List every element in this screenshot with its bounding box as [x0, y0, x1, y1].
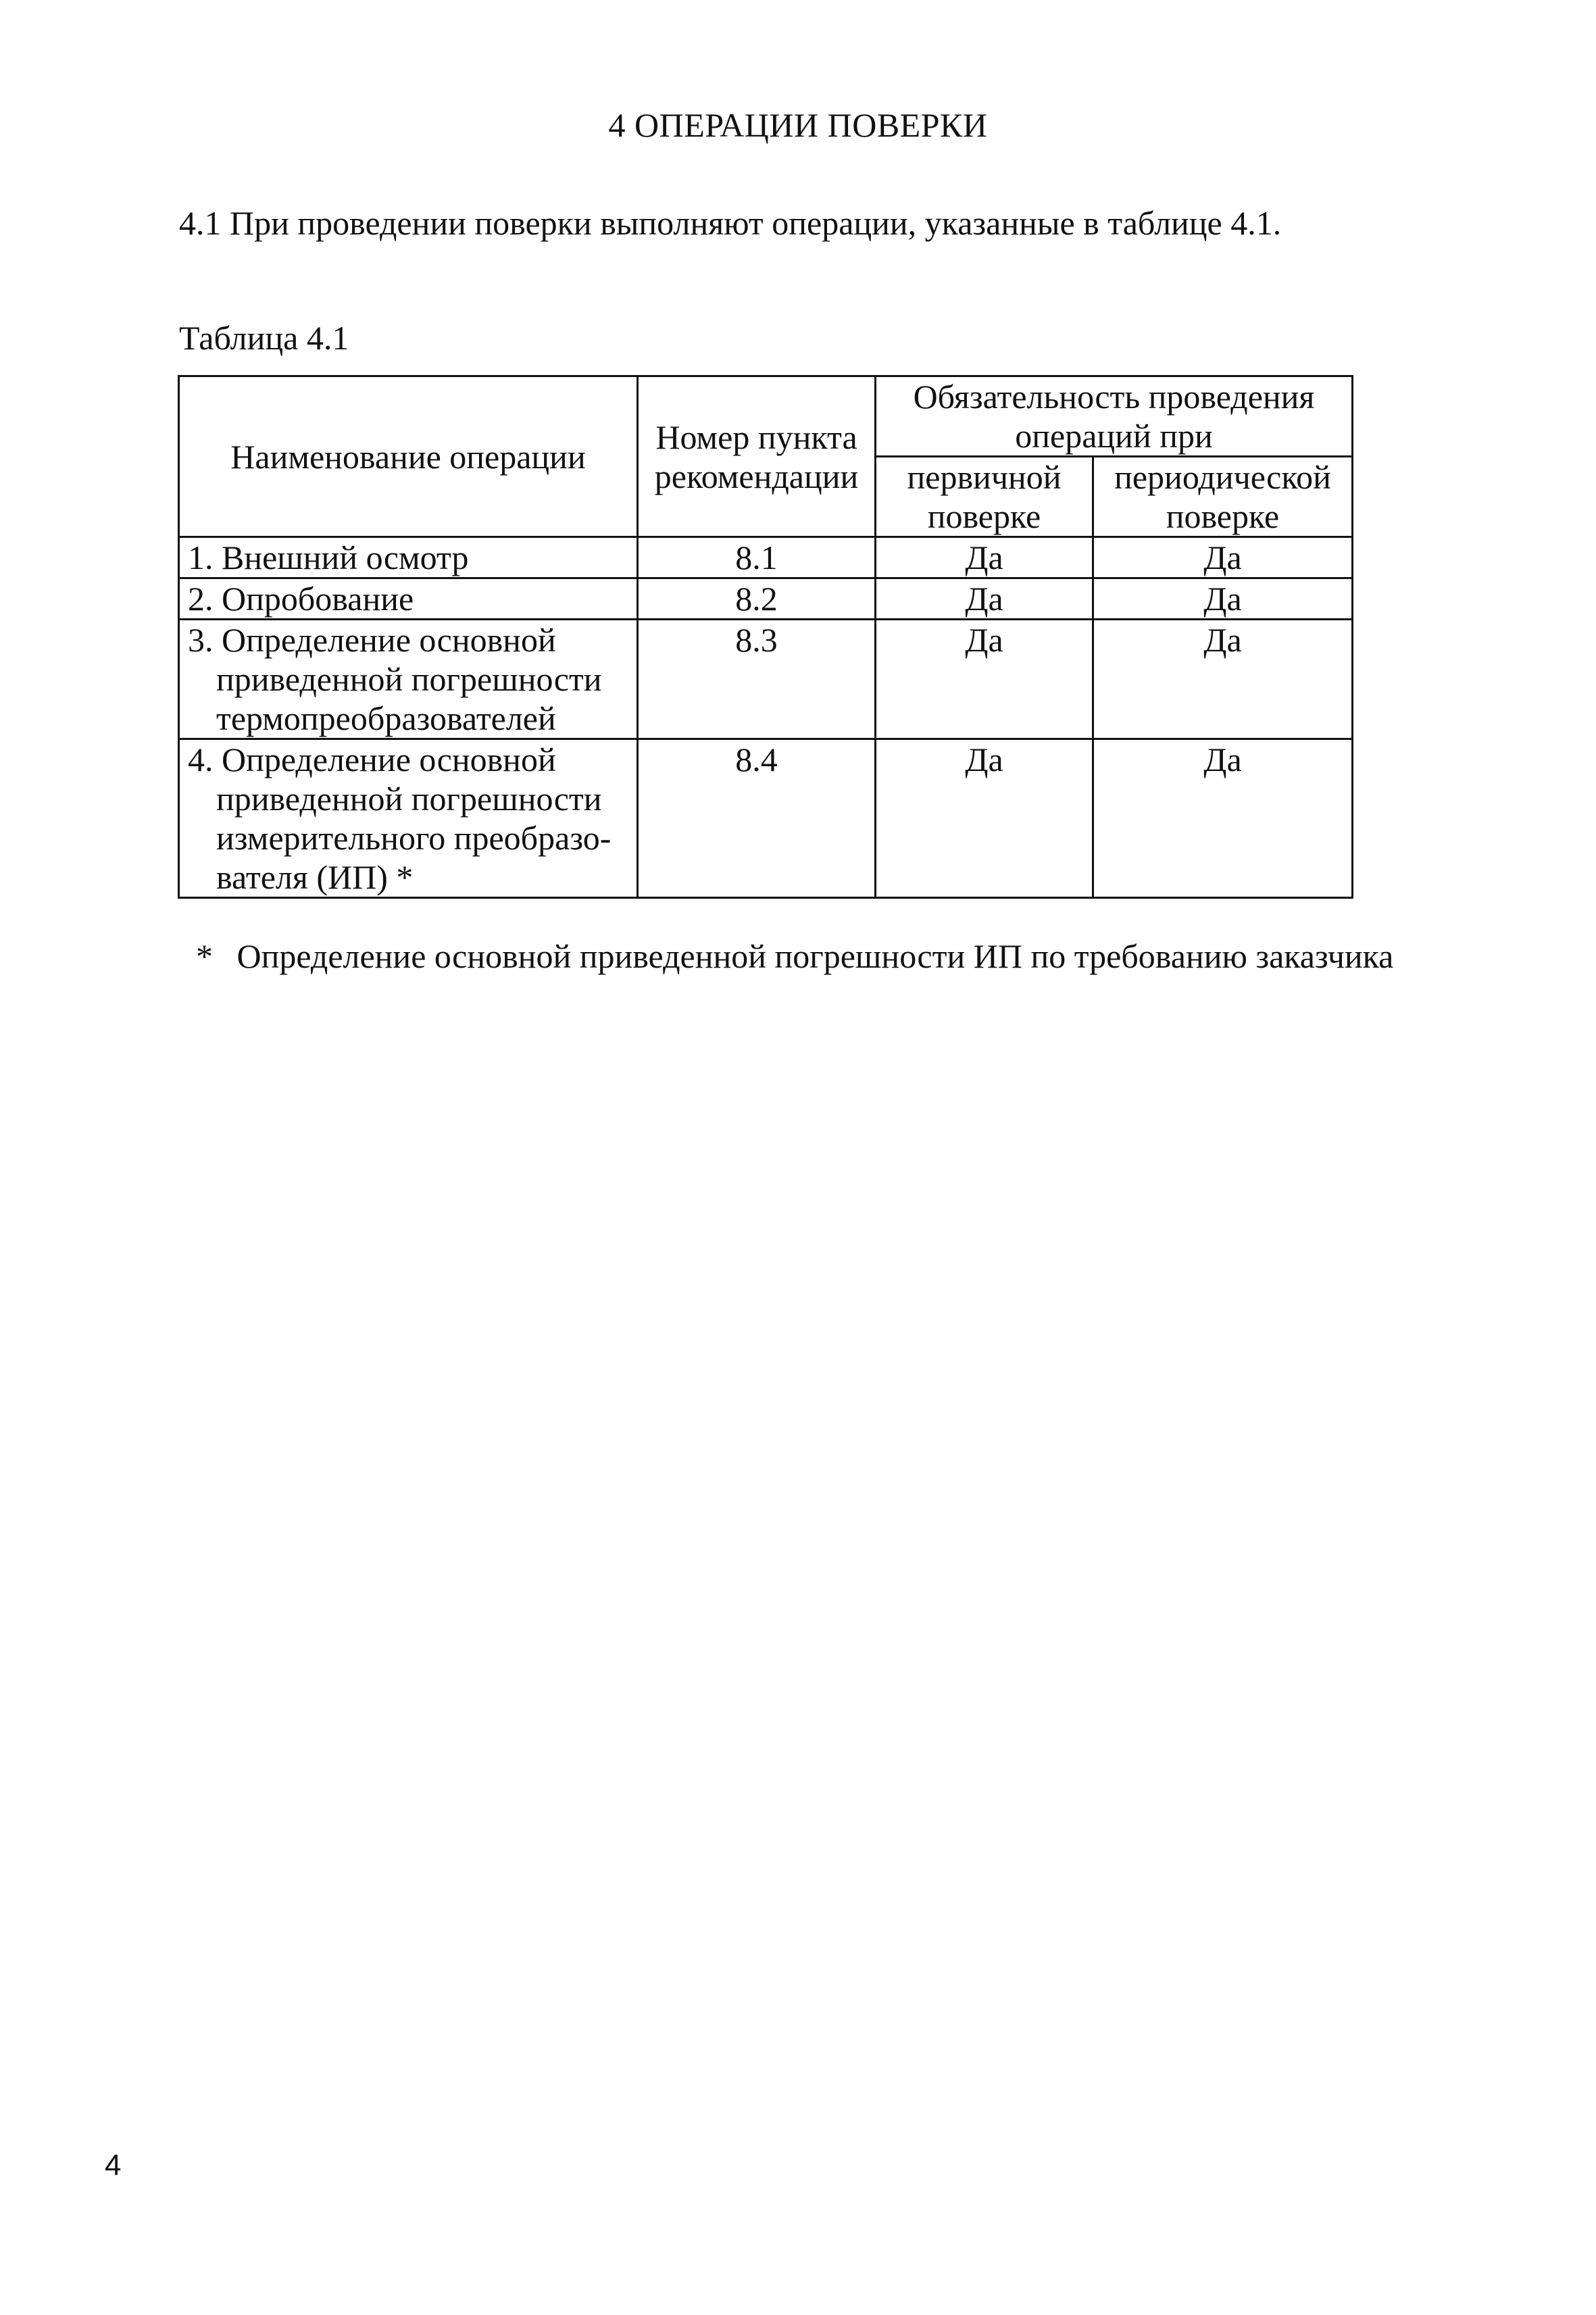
- operation-name-line: 2. Опробование: [188, 580, 414, 618]
- operation-name-line: приведенной погрешности: [216, 660, 602, 698]
- table-row: [179, 739, 1353, 898]
- header-recommendation-item: Номер пункта рекомендации: [638, 376, 876, 537]
- periodic-obligation-cell: Да: [1093, 620, 1353, 739]
- page-number: 4: [105, 2149, 122, 2182]
- operation-name-cell: [179, 578, 638, 620]
- operation-name-line: 3. Определение основной: [188, 621, 556, 659]
- primary-obligation-cell: Да: [876, 739, 1093, 898]
- paragraph-4-1: 4.1 При проведении поверки выполняют операции, указанные в таблице 4.1.: [179, 204, 1282, 242]
- table-footnote: [196, 932, 1393, 980]
- primary-obligation-cell: Да: [876, 537, 1093, 578]
- table-row: [179, 620, 1353, 739]
- primary-obligation-cell: Да: [876, 578, 1093, 620]
- header-primary-verification: первичной поверке: [876, 457, 1093, 537]
- header-operation-name: Наименование операции: [179, 376, 638, 537]
- header-periodic-verification: периодической поверке: [1093, 457, 1353, 537]
- recommendation-item-cell: 8.1: [638, 537, 876, 578]
- operation-name-cell: [179, 739, 638, 898]
- primary-obligation-cell: Да: [876, 620, 1093, 739]
- operation-name-line: вателя (ИП) *: [216, 858, 414, 896]
- table-row: [179, 578, 1353, 620]
- operation-name-line: приведенной погрешности: [216, 780, 602, 818]
- periodic-obligation-cell: Да: [1093, 537, 1353, 578]
- operation-name-line: термопреобразователей: [216, 699, 556, 737]
- table-caption: Таблица 4.1: [179, 319, 349, 357]
- footnote-marker: *: [196, 937, 213, 975]
- recommendation-item-cell: 8.2: [638, 578, 876, 620]
- operation-name-line: 1. Внешний осмотр: [188, 539, 469, 576]
- recommendation-item-cell: 8.4: [638, 739, 876, 898]
- periodic-obligation-cell: Да: [1093, 578, 1353, 620]
- operation-name-cell: [179, 537, 638, 578]
- table-row: [179, 537, 1353, 578]
- header-obligation-group: Обязательность проведения операций при: [876, 376, 1353, 457]
- operations-table: [178, 375, 1353, 899]
- recommendation-item-cell: 8.3: [638, 620, 876, 739]
- footnote-text: Определение основной приведенной погрешности ИП по требованию заказчика: [236, 937, 1394, 975]
- periodic-obligation-cell: Да: [1093, 739, 1353, 898]
- operation-name-cell: [179, 620, 638, 739]
- section-heading: 4 ОПЕРАЦИИ ПОВЕРКИ: [608, 106, 988, 144]
- operation-name-line: 4. Определение основной: [188, 741, 556, 778]
- operation-name-line: измерительного преобразо-: [216, 819, 612, 857]
